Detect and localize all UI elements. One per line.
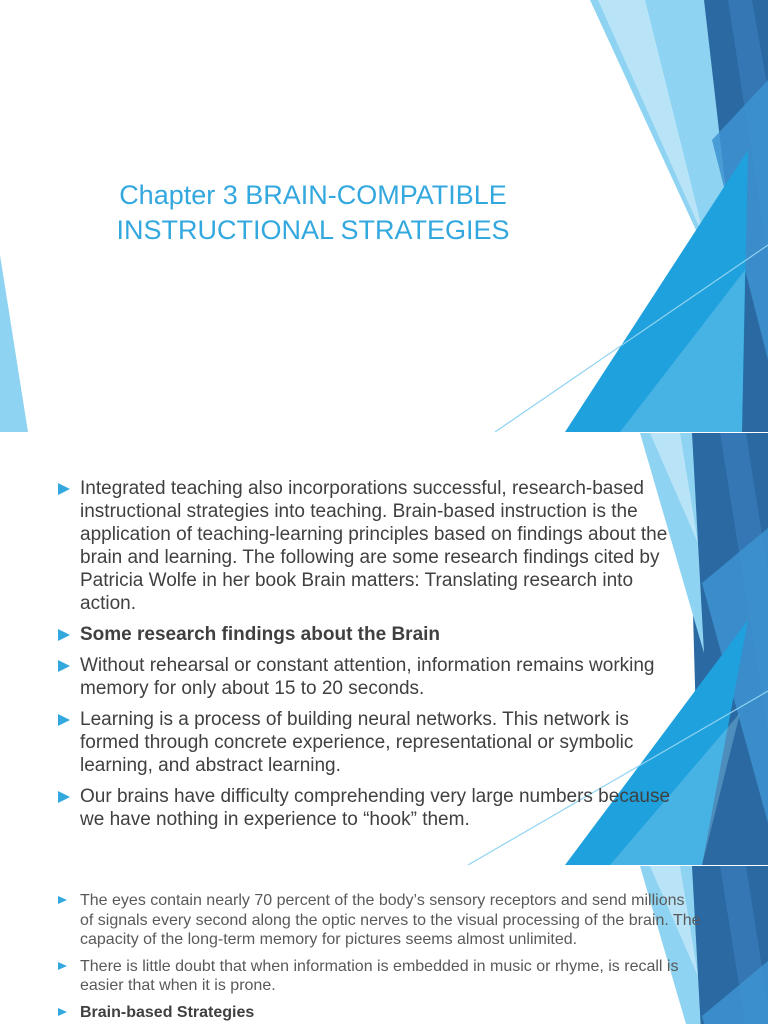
bullet-text-line: Integrated teaching also incorporations successful, research-based bbox=[80, 477, 644, 499]
bullet-text-line: Some research findings about the Brain bbox=[80, 623, 441, 645]
bullet-text-line: There is little doubt that when information is embedded in music or rhyme, is recall is bbox=[80, 957, 679, 975]
bullet-text-line: Patricia Wolfe in her book Brain matters: Translating research into bbox=[80, 569, 634, 591]
triangle-bullet-icon bbox=[58, 629, 70, 641]
triangle-bullet-icon bbox=[58, 483, 70, 495]
triangle-bullet-icon bbox=[58, 1008, 67, 1016]
bullet-item bbox=[0, 708, 740, 777]
bullet-item bbox=[0, 957, 740, 996]
bullet-item bbox=[0, 654, 740, 700]
bullet-text-line: learning, and abstract learning. bbox=[80, 754, 341, 776]
bullet-text-line: memory for only about 15 to 20 seconds. bbox=[80, 677, 425, 699]
bullet-item-heading bbox=[0, 623, 740, 646]
slide-title bbox=[100, 178, 526, 248]
bullet-text-line: capacity of the long-term memory for pictures seems almost unlimited. bbox=[80, 931, 578, 948]
bullet-text-line: of signals every second along the optic nerves to the visual processing of the brain. The bbox=[80, 911, 701, 929]
decorative-triangle-left bbox=[0, 255, 28, 432]
slide-3 bbox=[0, 866, 768, 1024]
triangle-bullet-icon bbox=[58, 714, 70, 726]
bullet-list bbox=[0, 477, 740, 839]
bullet-text-line: easier that when it is prone. bbox=[80, 977, 276, 994]
bullet-text-line: Our brains have difficulty comprehending very large numbers because bbox=[80, 785, 671, 807]
bullet-text-line: application of teaching-learning principles based on findings about the bbox=[80, 523, 668, 545]
triangle-bullet-icon bbox=[58, 660, 70, 672]
slide-title-line: INSTRUCTIONAL STRATEGIES bbox=[116, 215, 510, 245]
bullet-item bbox=[0, 785, 740, 831]
slide-2 bbox=[0, 433, 768, 865]
bullet-text-line: Without rehearsal or constant attention, information remains working bbox=[80, 654, 655, 676]
triangle-bullet-icon bbox=[58, 896, 67, 904]
bullet-item-heading bbox=[0, 1003, 740, 1023]
bullet-text-line: formed through concrete experience, representational or symbolic bbox=[80, 731, 634, 753]
bullet-item bbox=[0, 477, 740, 615]
bullet-text-line: we have nothing in experience to “hook” them. bbox=[80, 808, 470, 830]
bullet-text-line: Brain-based Strategies bbox=[80, 1003, 255, 1021]
bullet-item bbox=[0, 891, 740, 950]
triangle-bullet-icon bbox=[58, 791, 70, 803]
bullet-list bbox=[0, 891, 740, 1024]
bullet-text-line: action. bbox=[80, 592, 136, 614]
bullet-text-line: brain and learning. The following are some research findings cited by bbox=[80, 546, 660, 568]
bullet-text-line: Learning is a process of building neural networks. This network is bbox=[80, 708, 629, 730]
bullet-text-line: The eyes contain nearly 70 percent of the body’s sensory receptors and send millions bbox=[80, 892, 685, 909]
bullet-text-line: instructional strategies into teaching. Brain-based instruction is the bbox=[80, 500, 638, 522]
slide-1 bbox=[0, 0, 768, 432]
triangle-bullet-icon bbox=[58, 962, 67, 970]
slide-title-line: Chapter 3 BRAIN-COMPATIBLE bbox=[119, 180, 507, 210]
